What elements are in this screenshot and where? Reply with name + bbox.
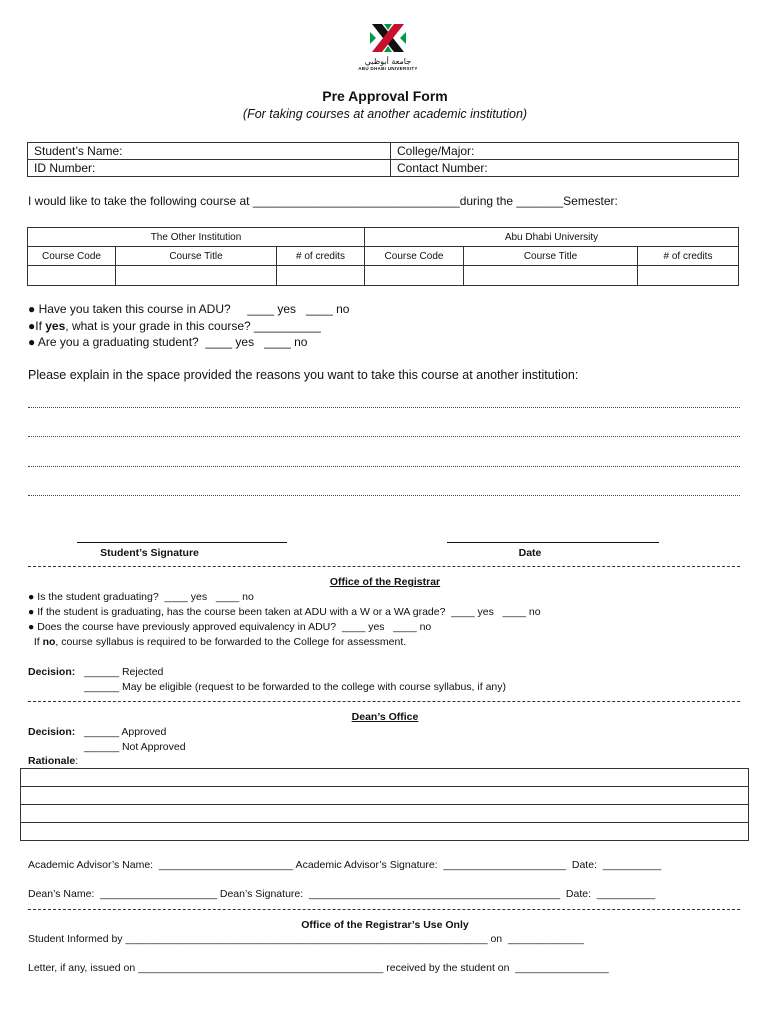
- explain-line[interactable]: [28, 457, 740, 467]
- decision-not-approved[interactable]: ______ Not Approved: [84, 741, 186, 753]
- syllabus-note-rest: , course syllabus is required to be forwarded to the College for assessment.: [55, 636, 407, 648]
- table-cell[interactable]: [277, 266, 365, 286]
- column-header: # of credits: [638, 247, 739, 266]
- registrar-use-title: Office of the Registrar’s Use Only: [301, 919, 469, 931]
- column-header: Course Title: [464, 247, 638, 266]
- decision-rejected[interactable]: ______ Rejected: [84, 666, 164, 678]
- deans-decision-label-text: Decision:: [28, 726, 76, 738]
- form-subtitle: (For taking courses at another academic institution): [242, 107, 528, 121]
- rationale-table: [20, 768, 749, 841]
- divider: [28, 701, 740, 702]
- question-graduating: ● Are you a graduating student? ____ yes ____ no: [28, 335, 308, 349]
- column-header: Course Title: [116, 247, 277, 266]
- deans-decision-label: [28, 726, 75, 738]
- university-logo: [355, 22, 421, 78]
- id-number-label: ID Number:: [34, 161, 96, 175]
- student-info-table: [27, 142, 739, 177]
- registrar-syllabus-note: [28, 636, 406, 648]
- decision-approved[interactable]: ______ Approved: [84, 726, 167, 738]
- logo-english-text: ABU DHABI UNIVERSITY: [358, 66, 418, 71]
- form-title: Pre Approval Form: [322, 88, 448, 104]
- registrar-decision-label: [28, 666, 75, 678]
- semester-blank[interactable]: _______: [516, 194, 564, 208]
- other-institution-header: The Other Institution: [28, 228, 365, 247]
- institution-blank[interactable]: _______________________________: [252, 194, 460, 208]
- table-cell[interactable]: [28, 266, 116, 286]
- column-header: Course Code: [28, 247, 116, 266]
- logo-emblem-icon: [368, 22, 408, 56]
- date-signature-line[interactable]: [447, 535, 659, 543]
- table-cell[interactable]: [365, 266, 464, 286]
- registrar-equivalency: ● Does the course have previously approved equivalency in ADU? ____ yes ____ no: [28, 621, 432, 633]
- student-informed-line[interactable]: Student Informed by ______________________________________________________________ on _____________: [28, 933, 584, 945]
- rationale-colon: :: [75, 755, 79, 767]
- adu-header: Abu Dhabi University: [365, 228, 739, 247]
- column-header: # of credits: [277, 247, 365, 266]
- college-major-label: College/Major:: [397, 144, 475, 158]
- course-intro-prefix: I would like to take the following course at: [28, 194, 250, 208]
- letter-issued-line[interactable]: Letter, if any, issued on __________________________________________ received by the student on ________________: [28, 962, 609, 974]
- question-grade-bold: yes: [45, 319, 66, 333]
- deans-office-title: Dean’s Office: [351, 711, 419, 723]
- rationale-row[interactable]: [21, 823, 749, 841]
- rationale-label: [28, 755, 78, 767]
- explain-line[interactable]: [28, 427, 740, 437]
- decision-may-be-eligible[interactable]: ______ May be eligible (request to be forwarded to the college with course syllabus, if any): [84, 681, 506, 693]
- explain-line[interactable]: [28, 486, 740, 496]
- explain-prompt: Please explain in the space provided the reasons you want to take this course at another institution:: [28, 368, 579, 382]
- syllabus-note-bold: no: [42, 636, 56, 648]
- college-major-field[interactable]: [391, 143, 739, 160]
- logo-arabic-text: جامعة أبوظبي: [364, 57, 412, 66]
- rationale-row[interactable]: [21, 769, 749, 787]
- contact-number-label: Contact Number:: [397, 161, 488, 175]
- question-grade-bullet: ●If: [28, 319, 46, 333]
- question-taken-in-adu: ● Have you taken this course in ADU? ____ yes ____ no: [28, 302, 350, 316]
- table-cell[interactable]: [116, 266, 277, 286]
- course-intro-middle: during the: [459, 194, 514, 208]
- registrar-w-grade: ● If the student is graduating, has the course been taken at ADU with a W or a WA grade? ____ yes ____ no: [28, 606, 541, 618]
- divider: [28, 566, 740, 567]
- dean-line[interactable]: Dean’s Name: ____________________ Dean’s Signature: ___________________________________________ Date: __________: [28, 888, 656, 900]
- divider: [28, 909, 740, 910]
- id-number-field[interactable]: [28, 160, 391, 177]
- rationale-row[interactable]: [21, 787, 749, 805]
- table-cell[interactable]: [638, 266, 739, 286]
- table-cell[interactable]: [464, 266, 638, 286]
- student-name-label: Student’s Name:: [34, 144, 123, 158]
- registrar-decision-label-text: Decision:: [28, 666, 76, 678]
- syllabus-note-prefix: If: [28, 636, 43, 648]
- question-grade: [28, 319, 321, 333]
- column-header: Course Code: [365, 247, 464, 266]
- registrar-title: Office of the Registrar: [329, 576, 441, 588]
- rationale-label-bold: Rationale: [28, 755, 76, 767]
- contact-number-field[interactable]: [391, 160, 739, 177]
- student-signature-line[interactable]: [77, 535, 287, 543]
- course-intro-line: [28, 194, 618, 208]
- student-name-field[interactable]: [28, 143, 391, 160]
- explain-line[interactable]: [28, 398, 740, 408]
- rationale-row[interactable]: [21, 805, 749, 823]
- advisor-line[interactable]: Academic Advisor’s Name: _______________________ Academic Advisor’s Signature: _____________________ Date: __________: [28, 859, 662, 871]
- registrar-graduating: ● Is the student graduating? ____ yes ____ no: [28, 591, 254, 603]
- course-intro-suffix: Semester:: [563, 194, 618, 208]
- student-signature-label: Student’s Signature: [100, 547, 199, 559]
- course-table: [27, 227, 739, 286]
- date-label: Date: [518, 547, 542, 559]
- question-grade-rest: , what is your grade in this course? __________: [65, 319, 321, 333]
